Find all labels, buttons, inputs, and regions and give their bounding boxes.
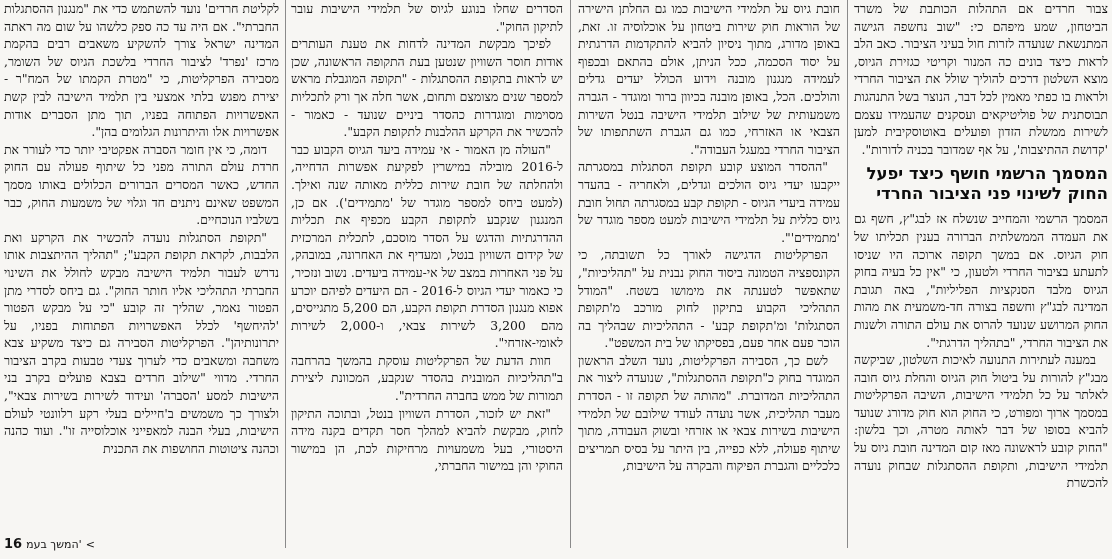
continue-arrow-icon: < — [85, 537, 95, 551]
paragraph: המסמך הרשמי והמחייב שנשלח אז לבג"ץ, חשף גם את העמדה הממשלתית הברורה בענין תכליתו של חוק הגיוס. אם במשך תקופה ארוכה היו שניסו לתעתע בציבור החרדי ולטעון, כי "אין כל בעיה בחוק הגיוס מלבד הסנקציות הפליליות", באה תגובת המדינה לבג"ץ וחשפה בצורה חד-משמעית את מהות החוק המרושע שנועד להרוס את עולם התורה ולשנות את הציבור החרדי, "בתהליך הדרגתי". — [854, 211, 1108, 350]
section-headline: המסמך הרשמי חושף כיצד יפעל החוק לשינוי פני הציבור החרדי — [866, 164, 1108, 204]
article-column-2 — [578, 0, 840, 548]
paragraph: צבור חרדים אם התהלות הכותבת של משרד הביטחון, שמע מיפהם כי: "שוב נחשפה הגישה המתנשאת שנועדה לזרות חול בעיני הציבור. כאב הלב לראות כיצד בונים כה המנור וקריטי כגזירת הגיוס, מוצא השלטון דרכים להוליך שולל את הציבור החרדי ולראות בו כפתי מאמין לכל דבר, הנוצר בשל התנהגות תבוסתנית של פוליטיקאים ועסקנים שהעמידו עצמם לשירות ממשלת הזדון ופועלים באוטוסקיבית למען 'קדושת ההתיצבות', על אף שמדובר בכניה לדורות". — [854, 1, 1108, 157]
paragraph: לפיכך מבקשת המדינה לדחות את טענת העותרים אודות חוסר השוויון שנטען בעת התקופה הראשונה, שכן יש לראות בתקופת ההסתגלות - "תקופה המוגבלת מראש למספר שנים מצומצם ותחום, אשר חלה אך ורק לתכליות מסוימות ומוגדרות כהסדר ביניים שנועד - כאמור - להכשיר את הקרקע ההלבנות לתקופת הקבע". — [291, 36, 563, 140]
continuation-footer — [4, 535, 279, 553]
paragraph: דומה, כי אין חומר הסברה אפקטיבי יותר כדי לעורר את חרדת עולם התורה מפני כל שיתוף פעולה עם החוק החדש, כאשר המסרים הברורים הכלולים באותו מסמך המשפט שאינם ניתנים חד וגלוי של משמעות החוק, כבר בשלביו הנוכחיים. — [4, 141, 279, 228]
column-divider — [285, 0, 286, 548]
continued-label: המשך בעמ' — [26, 537, 82, 551]
column-divider — [570, 0, 571, 548]
article-column-3 — [291, 0, 563, 548]
paragraph: הסדרים שחלו בנוגע לגיוס של תלמידי הישיבות עובר לתיקון החוק". — [291, 1, 563, 34]
paragraph: חובת גיוס על תלמידי הישיבות כמו גם החלתן הישירה של הוראות חוק שירות ביטחון על אוכלוסיה זו. זאת, באופן מדורג, מתוך ניסיון להביא להתקדמות הדרגתית על יסוד הסכמה, ככל הניתן, אולם בהתאם ובכפוף לעמידה מנגנון מובנה וידוע הכולל יעדים גדלים והולכים. הכל, באופן מובנה בכיוון ברור ומוגדר - הגברה משמעותית של שילוב תלמידי הישיבה בנטל השירות הצבאי או האזרחי, כמו גם הגברת השתתפותו של הציבור החרדי במעגל העבודה". — [578, 1, 840, 157]
paragraph: במענה לעתירות התנועה לאיכות השלטון, שביקשה מבג"ץ להורות על ביטול חוק הגיוס והחלת גיוס חובה לאלתר על כל תלמידי הישיבות, השיבה הפרקליטות במסמך ארוך ומפורט, כי החוק הוא חוק מדורג שנועד להביא בסופו של דבר לאותה מטרה, וכך בלשון: "החוק קובע לראשונה מאז קום המדינה חובת גיוס על תלמידי הישיבות, ותקופת ההסתגלות שבחוק נועדה להכשרת — [854, 352, 1108, 491]
paragraph: "העולה מן האמור - אי עמידה ביעד הגיוס הקבוע כבר ל-2016 מובילה במישרין לפקיעת אפשרות הדחייה, ולהחלתה של חובת שירות כללית מאותה שנה ואילך. (למעט ביחס למספר מוגדר של 'מתמידים'). אם כן, המנגנון שנקבע לתקופת הקבע מכפיף את תכליות ההדרגתיות והדגש על הסדר מוסכם, לתכלית המרכזית של קידום השוויון בנטל, ומעדיף את האחרונה, במובהק, על פני האחרות במצב של אי-עמידה ביעדים. נשוב ונזכיר, כי כאמור יעדי הגיוס ל-2016 - הם היעדים לפיהם יוכרע אפוא מנגנון הסדרת תקופת הקבע, הם 5,200 מתגייסים, מהם 3,200 לשירות צבאי, ו-2,000 לשירות לאומי-אזרחי". — [291, 141, 563, 351]
article-column-4 — [4, 0, 279, 528]
paragraph: חוות הדעת של הפרקליטות עוסקת בהמשך בהרחבה ב"תהליכיות המובנית בהסדר שנקבע, המכוונת ליצירת תמורות של ממש בחברה החרדית". — [291, 352, 563, 404]
paragraph: "ההסדר המוצע קובע תקופת הסתגלות במסגרתה ייקבעו יעדי גיוס הולכים וגדלים, ולאחריה - בהעדר עמידה ביעדי הגיוס - תקופת קבע במסגרתה תחול חובת גיוס כללית על תלמידי הישיבות למעט מספר מוגדר של 'מתמידים'". — [578, 159, 840, 245]
paragraph: הפרקליטות הדגישה לאורך כל תשובתה, כי הקונספציה הטמונה ביסוד החוק נבנית על "תהליכיות", שתאפשר לטענתה את מימושו בשטח. "המודל התהליכי הקבוע בתיקון לחוק מורכב מ'תקופת הסתגלות' ומ'תקופת קבע' - התהליכיות שבהליך בה הוכר פעם אחר פעם, בפסיקתו של בית המשפט". — [578, 247, 840, 351]
paragraph: לקליטת חרדים' נועד להשתמש כדי את "מנגנון ההסתגלות החברתי". אם היה עד כה ספק כלשהו על שום מה ראתה המדינה ישראל צורך להשקיע משאבים רבים בהקמת מרכז 'נפרד' לציבור החרדי בלשכת הגיוס של השומר, מסבירה הפרקליטות, כי "מטרת הקמתו של המח"ר - יצירת מפגש בלתי אמצעי בין תלמיד הישיבה לבין קשת האפשרויות הפתוחה בפניו, תוך מתן הסברים אודות אפשרויות אלו והיתרונות הגלומים בהן". — [4, 1, 279, 140]
column-divider — [847, 0, 848, 548]
paragraph: "זאת יש לזכור, הסדרת השוויון בנטל, ובתוכה התיקון לחוק, מבקשת להביא למהלך חסר תקדים בקנה מידה היסטורי, בעל משמעויות מרחיקות לכת, הן במישור החוקי והן במישור החברתי, — [291, 405, 563, 474]
paragraph: "תקופת הסתגלות נועדה להכשיר את הקרקע ואת הלבבות, לקראת תקופת הקבע"; "תהליך ההיתצבות אותו נדרש לעבור תלמיד הישיבה מבקש לחולל את השינוי החברתי התהליכי אליו חותר החוק". גם ביחס לסדרי מתן הפטור נאמר, שהליך זה קובע "כי על מבקש הפטור 'להיחשף' לכלל האפשרויות הפתוחות בפניו, על יתרונותיהן". הפרקליטות הסבירה גם כיצד משקיע צבא משחבה ומשאבים כדי לערוך צעדי טבעות בקרב הציבור החרדי. מדווי "שילוב חרדים בצבא פועלים בקרב בני הישיבות למסע 'הסברה' ועידוד לשירות בשירות צבאי", ולצורך כך משמשים ב'חיילים בעלי רקע רלוונטי לעולם הישיבות, בעלי הבנה למאפייני אוכלוסייה זו". ועוד כהנה וכהנה ציטוטות החושפות את התכנית — [4, 229, 279, 456]
page-number: 16 — [4, 536, 23, 552]
paragraph: לשם כך, הסבירה הפרקליטות, נועד השלב הראשון המוגדר בחוק כ"תקופת ההסתגלות", שנועדה ליצור את התהליכיות המדוברת. "מהותה של תקופה זו - הסדרת מעבר תהליכית, אשר נועדה לעודד שילובם של תלמידי הישיבות בשירות צבאי או אזרחי ובשוק העבודה, מתוך שיתוף פעולה, ללא כפייה, בין היתר על בסיס תמריצים כלכליים והגברת הפיקוח והבקרה על הישיבות, — [578, 352, 840, 474]
article-column-1 — [854, 0, 1108, 548]
